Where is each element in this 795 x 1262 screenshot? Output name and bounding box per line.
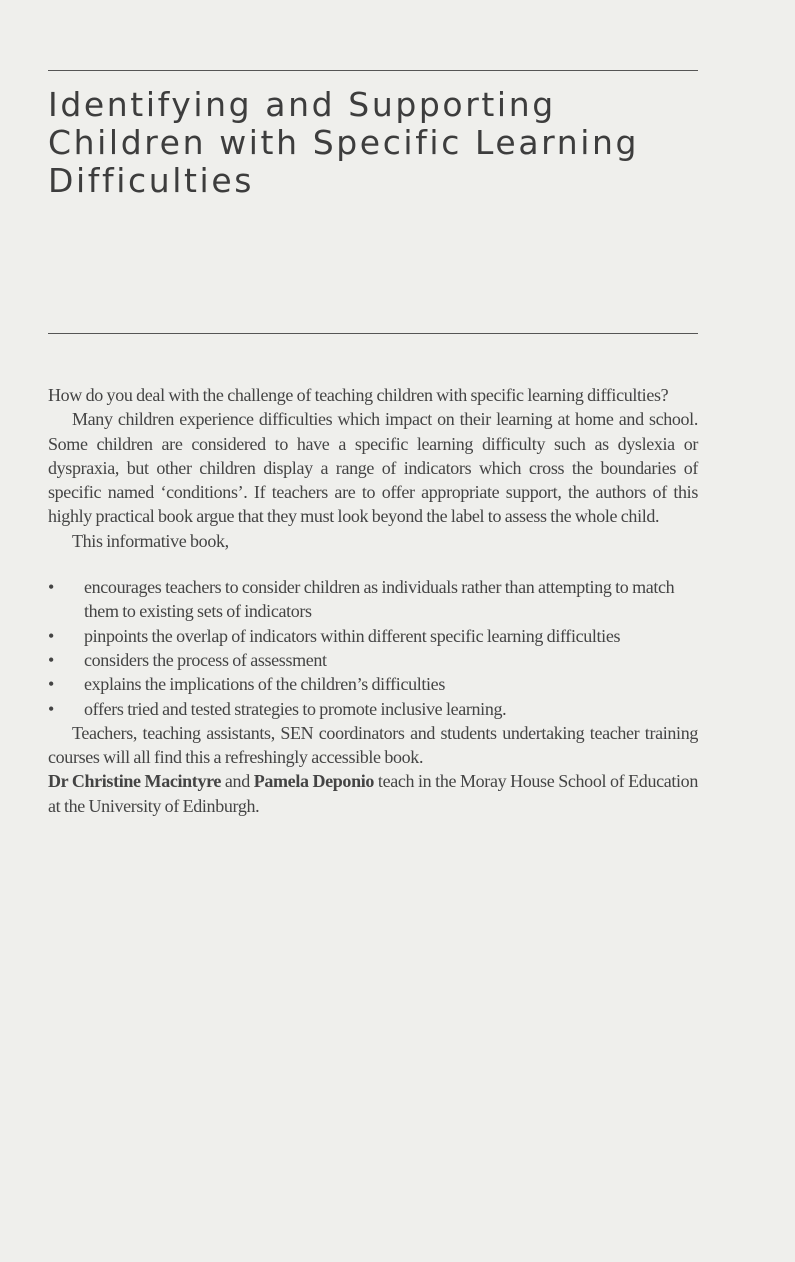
blurb xyxy=(48,383,698,818)
audience-paragraph: Teachers, teaching assistants, SEN coordinators and students undertaking teacher training courses will all find this a refreshingly accessible book. xyxy=(48,722,698,768)
author-name: Dr Christine Macintyre xyxy=(48,771,222,792)
book-title: Identifying and Supporting Children with Specific Learning Difficulties xyxy=(48,85,640,200)
top-rule xyxy=(48,70,698,71)
bullet-icon: • xyxy=(48,698,54,719)
bullet-icon: • xyxy=(48,649,54,670)
bullet-icon: • xyxy=(48,625,54,646)
feature-list xyxy=(48,575,698,721)
list-item: • encourages teachers to consider children as individuals rather than attempting to match them to existing sets of indicators xyxy=(48,577,675,622)
intro-question: How do you deal with the challenge of teaching children with specific learning difficulties? xyxy=(48,385,669,405)
list-item: • offers tried and tested strategies to promote inclusive learning. xyxy=(48,697,698,721)
list-item: • considers the process of assessment xyxy=(48,648,698,672)
bullet-icon: • xyxy=(48,674,54,695)
list-item: • explains the implications of the children’s difficulties xyxy=(48,672,698,696)
list-lead-in: This informative book, xyxy=(72,530,229,551)
bullet-icon: • xyxy=(48,577,54,598)
author-name: Pamela Deponio xyxy=(253,771,375,792)
list-item: • pinpoints the overlap of indicators within different specific learning difficulties xyxy=(48,624,698,648)
title-bottom-rule xyxy=(48,333,698,334)
author-bio: Dr Christine Macintyre and Pamela Deponio teach in the Moray House School of Education at the University of Edinburgh. xyxy=(48,771,698,816)
description-paragraph: Many children experience difficulties which impact on their learning at home and school. Some children are considered to have a specific learning difficulty such as dyslexia or dyspraxia, but other children display a range of indicators which cross the boundaries of specific named ‘conditions’. If teachers are to offer appropriate support, the authors of this highly practical book argue that they must look beyond the label to assess the whole child. xyxy=(48,409,698,527)
